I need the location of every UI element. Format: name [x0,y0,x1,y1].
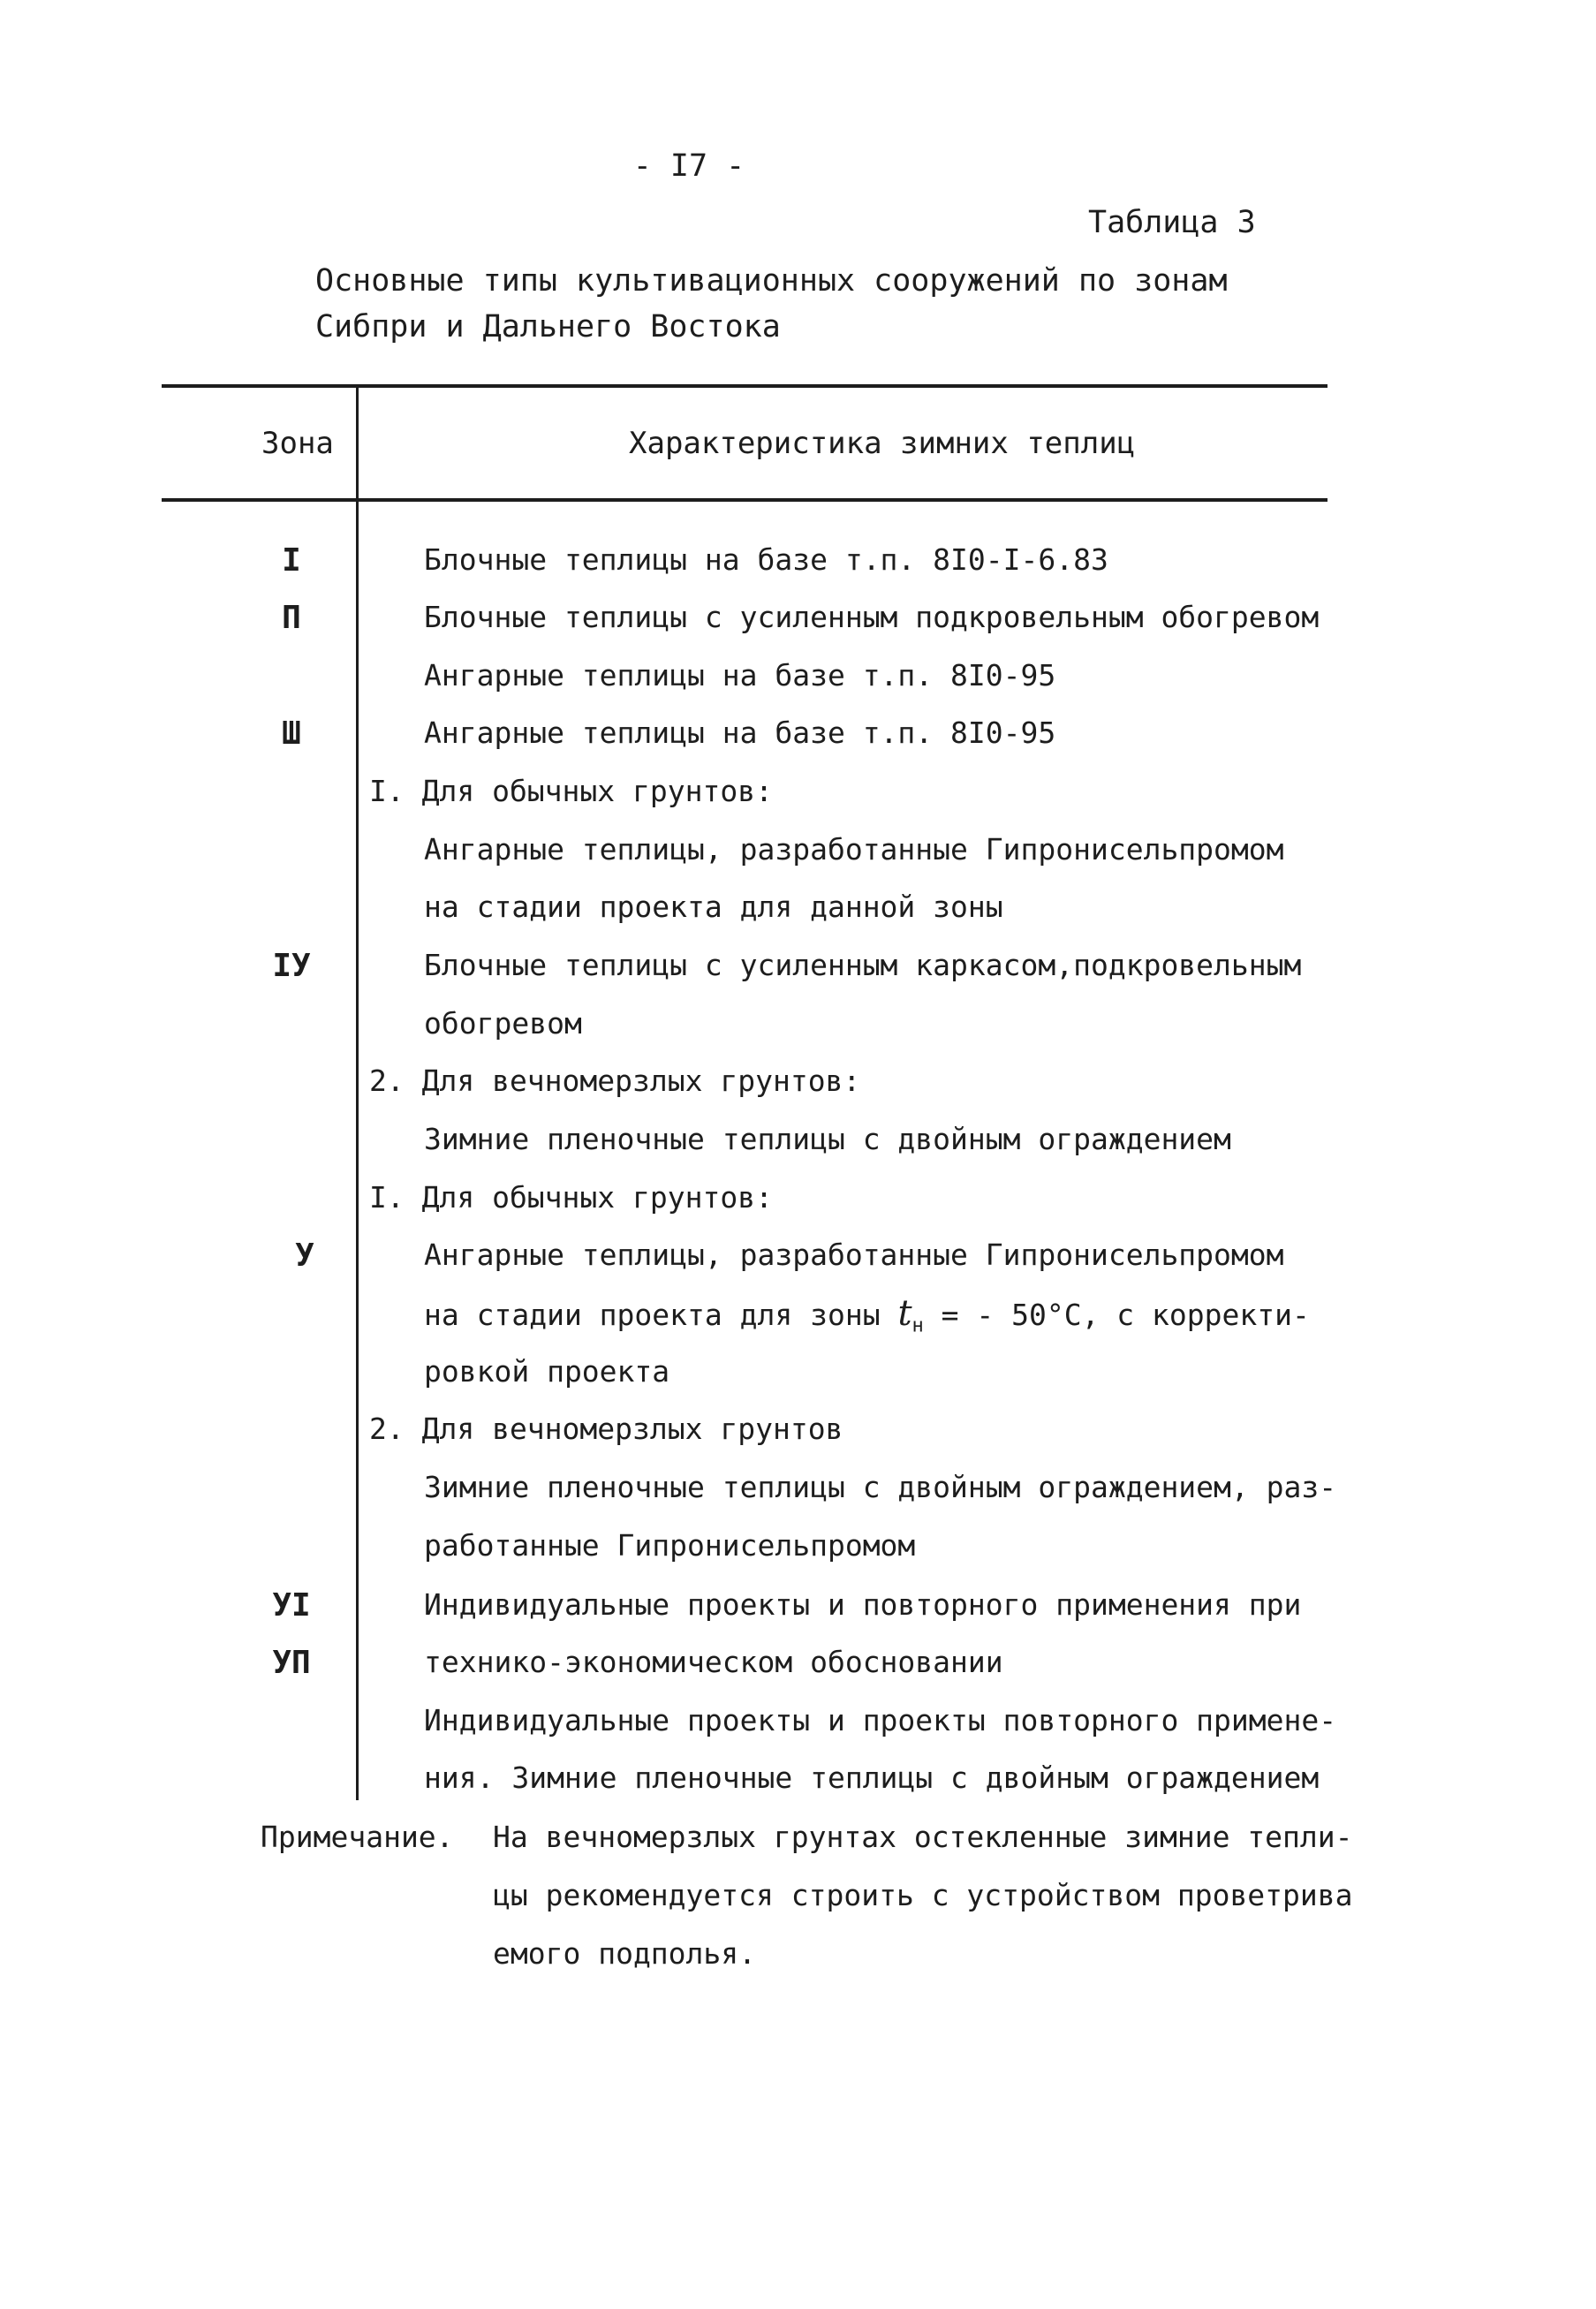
table-row-text: ния. Зимние пленочные теплицы с двойным ограждением [424,1760,1320,1795]
table-caption-line-1: Основные типы культивационных сооружений по зонам [315,263,1228,299]
zone-label-5: У [295,1238,314,1274]
table-row-text: Блочные теплицы с усиленным подкровельным обогревом [424,600,1320,634]
table-row-text: технико-экономическом обосновании [424,1645,1003,1679]
table-row-text: обогревом [424,1006,582,1041]
table-row-text: Ангарные теплицы, разработанные Гипронисельпромом [424,832,1284,867]
zone-label-7: УП [272,1645,311,1681]
zone-label-1: I [282,542,301,579]
table-row-text: ровкой проекта [424,1354,670,1389]
table-row-text: Ангарные теплицы на базе т.п. 8I0-95 [424,658,1056,693]
table-row-text-with-formula [424,1293,1310,1344]
table-row-text: 2. Для вечномерзлых грунтов: [369,1064,861,1098]
table-row-text: 2. Для вечномерзлых грунтов [369,1412,843,1446]
table-top-rule [162,384,1327,388]
table-row-text: Блочные теплицы на базе т.п. 8I0-I-6.83 [424,542,1108,577]
table-row-text: I. Для обычных грунтов: [369,774,773,808]
page-number: - I7 - [632,148,745,184]
header-zone: Зона [261,426,334,461]
note-label: Примечание. [261,1820,454,1854]
table-row-text: Индивидуальные проекты и повторного применения при [424,1587,1302,1622]
formula-text: = - 50°C, с корректи- [923,1298,1310,1332]
table-row-text: на стадии проекта для зоны [424,1298,898,1332]
table-row-text: Зимние пленочные теплицы с двойным ограждением [424,1122,1231,1156]
table-row-text: I. Для обычных грунтов: [369,1180,773,1215]
table-row-text: Ангарные теплицы, разработанные Гипронисельпромом [424,1238,1284,1272]
zone-label-3: Ш [282,715,301,752]
table-row-text: Индивидуальные проекты и проекты повторного примене- [424,1703,1337,1737]
table-caption-line-2: Сибпри и Дальнего Востока [315,309,781,344]
zone-label-6: УI [272,1587,311,1624]
note-line-1: На вечномерзлых грунтах остекленные зимние тепли- [493,1820,1353,1854]
table-column-divider [356,387,359,1800]
note-line-2: цы рекомендуется строить с устройством проветрива [493,1878,1353,1912]
table-row-text: Ангарные теплицы на базе т.п. 8I0-95 [424,715,1056,750]
formula-symbol: t [897,1293,912,1334]
header-characteristics: Характеристика зимних теплиц [629,426,1136,461]
table-row-text: работанные Гипронисельпромом [424,1528,916,1563]
table-row-text: на стадии проекта для данной зоны [424,890,1003,924]
note-line-3: емого подполья. [493,1936,757,1971]
table-row-text: Блочные теплицы с усиленным каркасом,подкровельным [424,948,1302,982]
zone-label-2: П [282,600,301,636]
table-header-rule [162,498,1327,502]
formula-subscript: н [911,1314,924,1337]
zone-label-4: IУ [272,948,311,984]
table-label: Таблица 3 [1088,205,1256,240]
table-row-text: Зимние пленочные теплицы с двойным ограждением, раз- [424,1470,1337,1504]
